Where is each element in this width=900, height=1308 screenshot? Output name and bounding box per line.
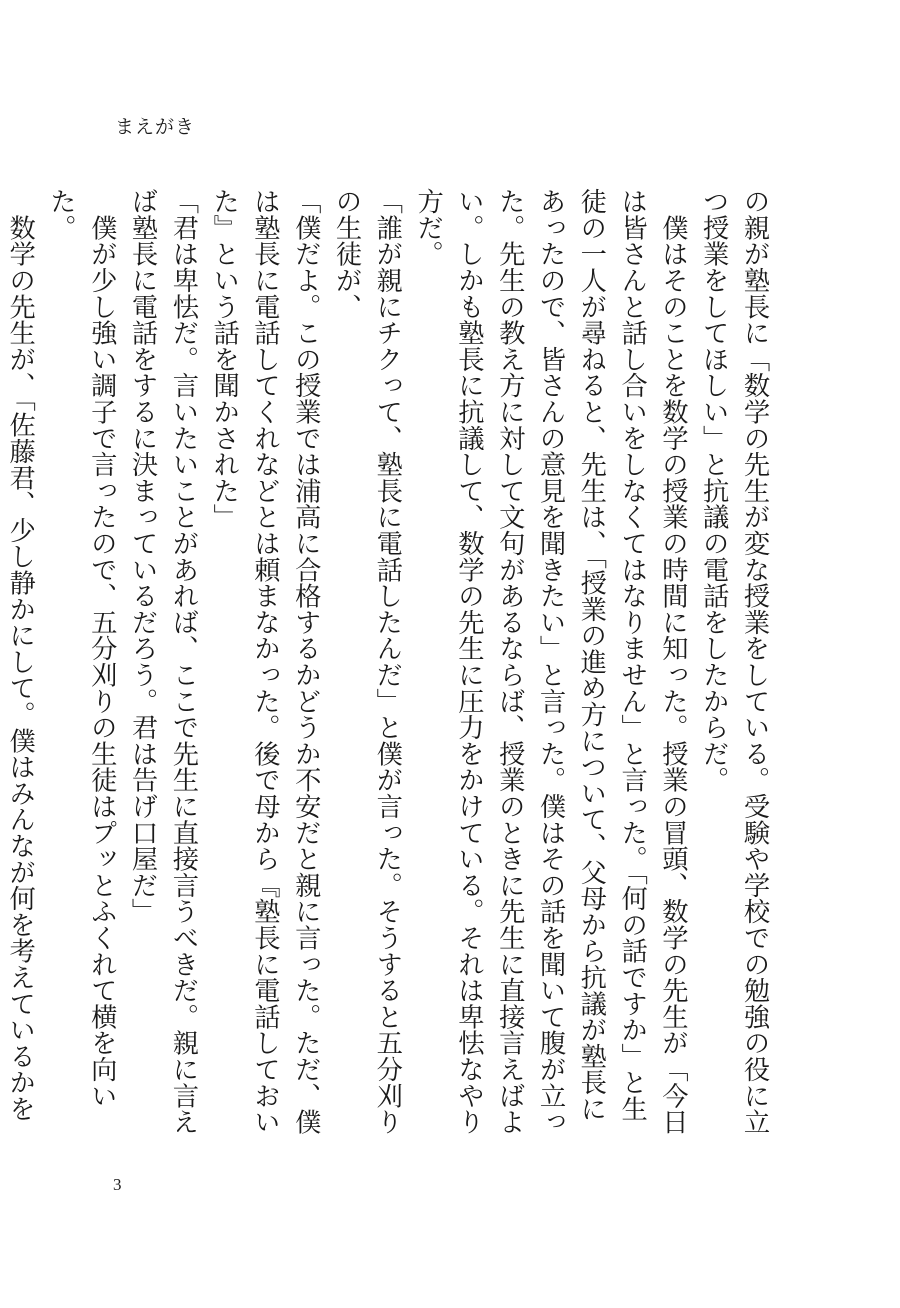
paragraph: 僕が少し強い調子で言ったので、五分刈りの生徒はプッとふくれて横を向いた。 xyxy=(45,188,117,1109)
paragraph: 僕はそのことを数学の授業の時間に知った。授業の冒頭、数学の先生が「今日は皆さんと話し合いをしなくてはなりません」と言った。「何の話ですか」と生徒の一人が尋ねると、先生は、「授業の進め方について、父母から抗議が塾長にあったので、皆さんの意見を聞きたい」と言った。僕はその話を聞いて腹が立った。先生の教え方に対して文句があるならば、授業のときに先生に直接言えばよい。しかも塾長に抗議して、数学の先生に圧力をかけている。それは卑怯なやり方だ。 xyxy=(412,188,688,1135)
paragraph: 「君は卑怯だ。言いたいことがあれば、ここで先生に直接言うべきだ。親に言えば塾長に電話をするに決まっているだろう。君は告げ口屋だ」 xyxy=(127,188,198,1135)
page-number: 3 xyxy=(113,1175,122,1194)
vertical-body-text xyxy=(4,188,774,1138)
paragraph: の親が塾長に「数学の先生が変な授業をしている。受験や学校での勉強の役に立つ授業をしてほしい」と抗議の電話をしたからだ。 xyxy=(698,188,769,1135)
paragraph: 「僕だよ。この授業では浦高に合格するかどうか不安だと親に言った。ただ、僕は塾長に電話してくれなどとは頼まなかった。後で母から『塾長に電話しておいた』という話を聞かされた」 xyxy=(208,188,321,1135)
paragraph: 数学の先生が、「佐藤君、少し静かにして。僕はみんなが何を考えているかを xyxy=(4,214,35,1122)
running-title: まえがき xyxy=(115,116,196,138)
paragraph: 「誰が親にチクって、塾長に電話したんだ」と僕が言った。そうすると五分刈りの生徒が、 xyxy=(331,188,402,1135)
